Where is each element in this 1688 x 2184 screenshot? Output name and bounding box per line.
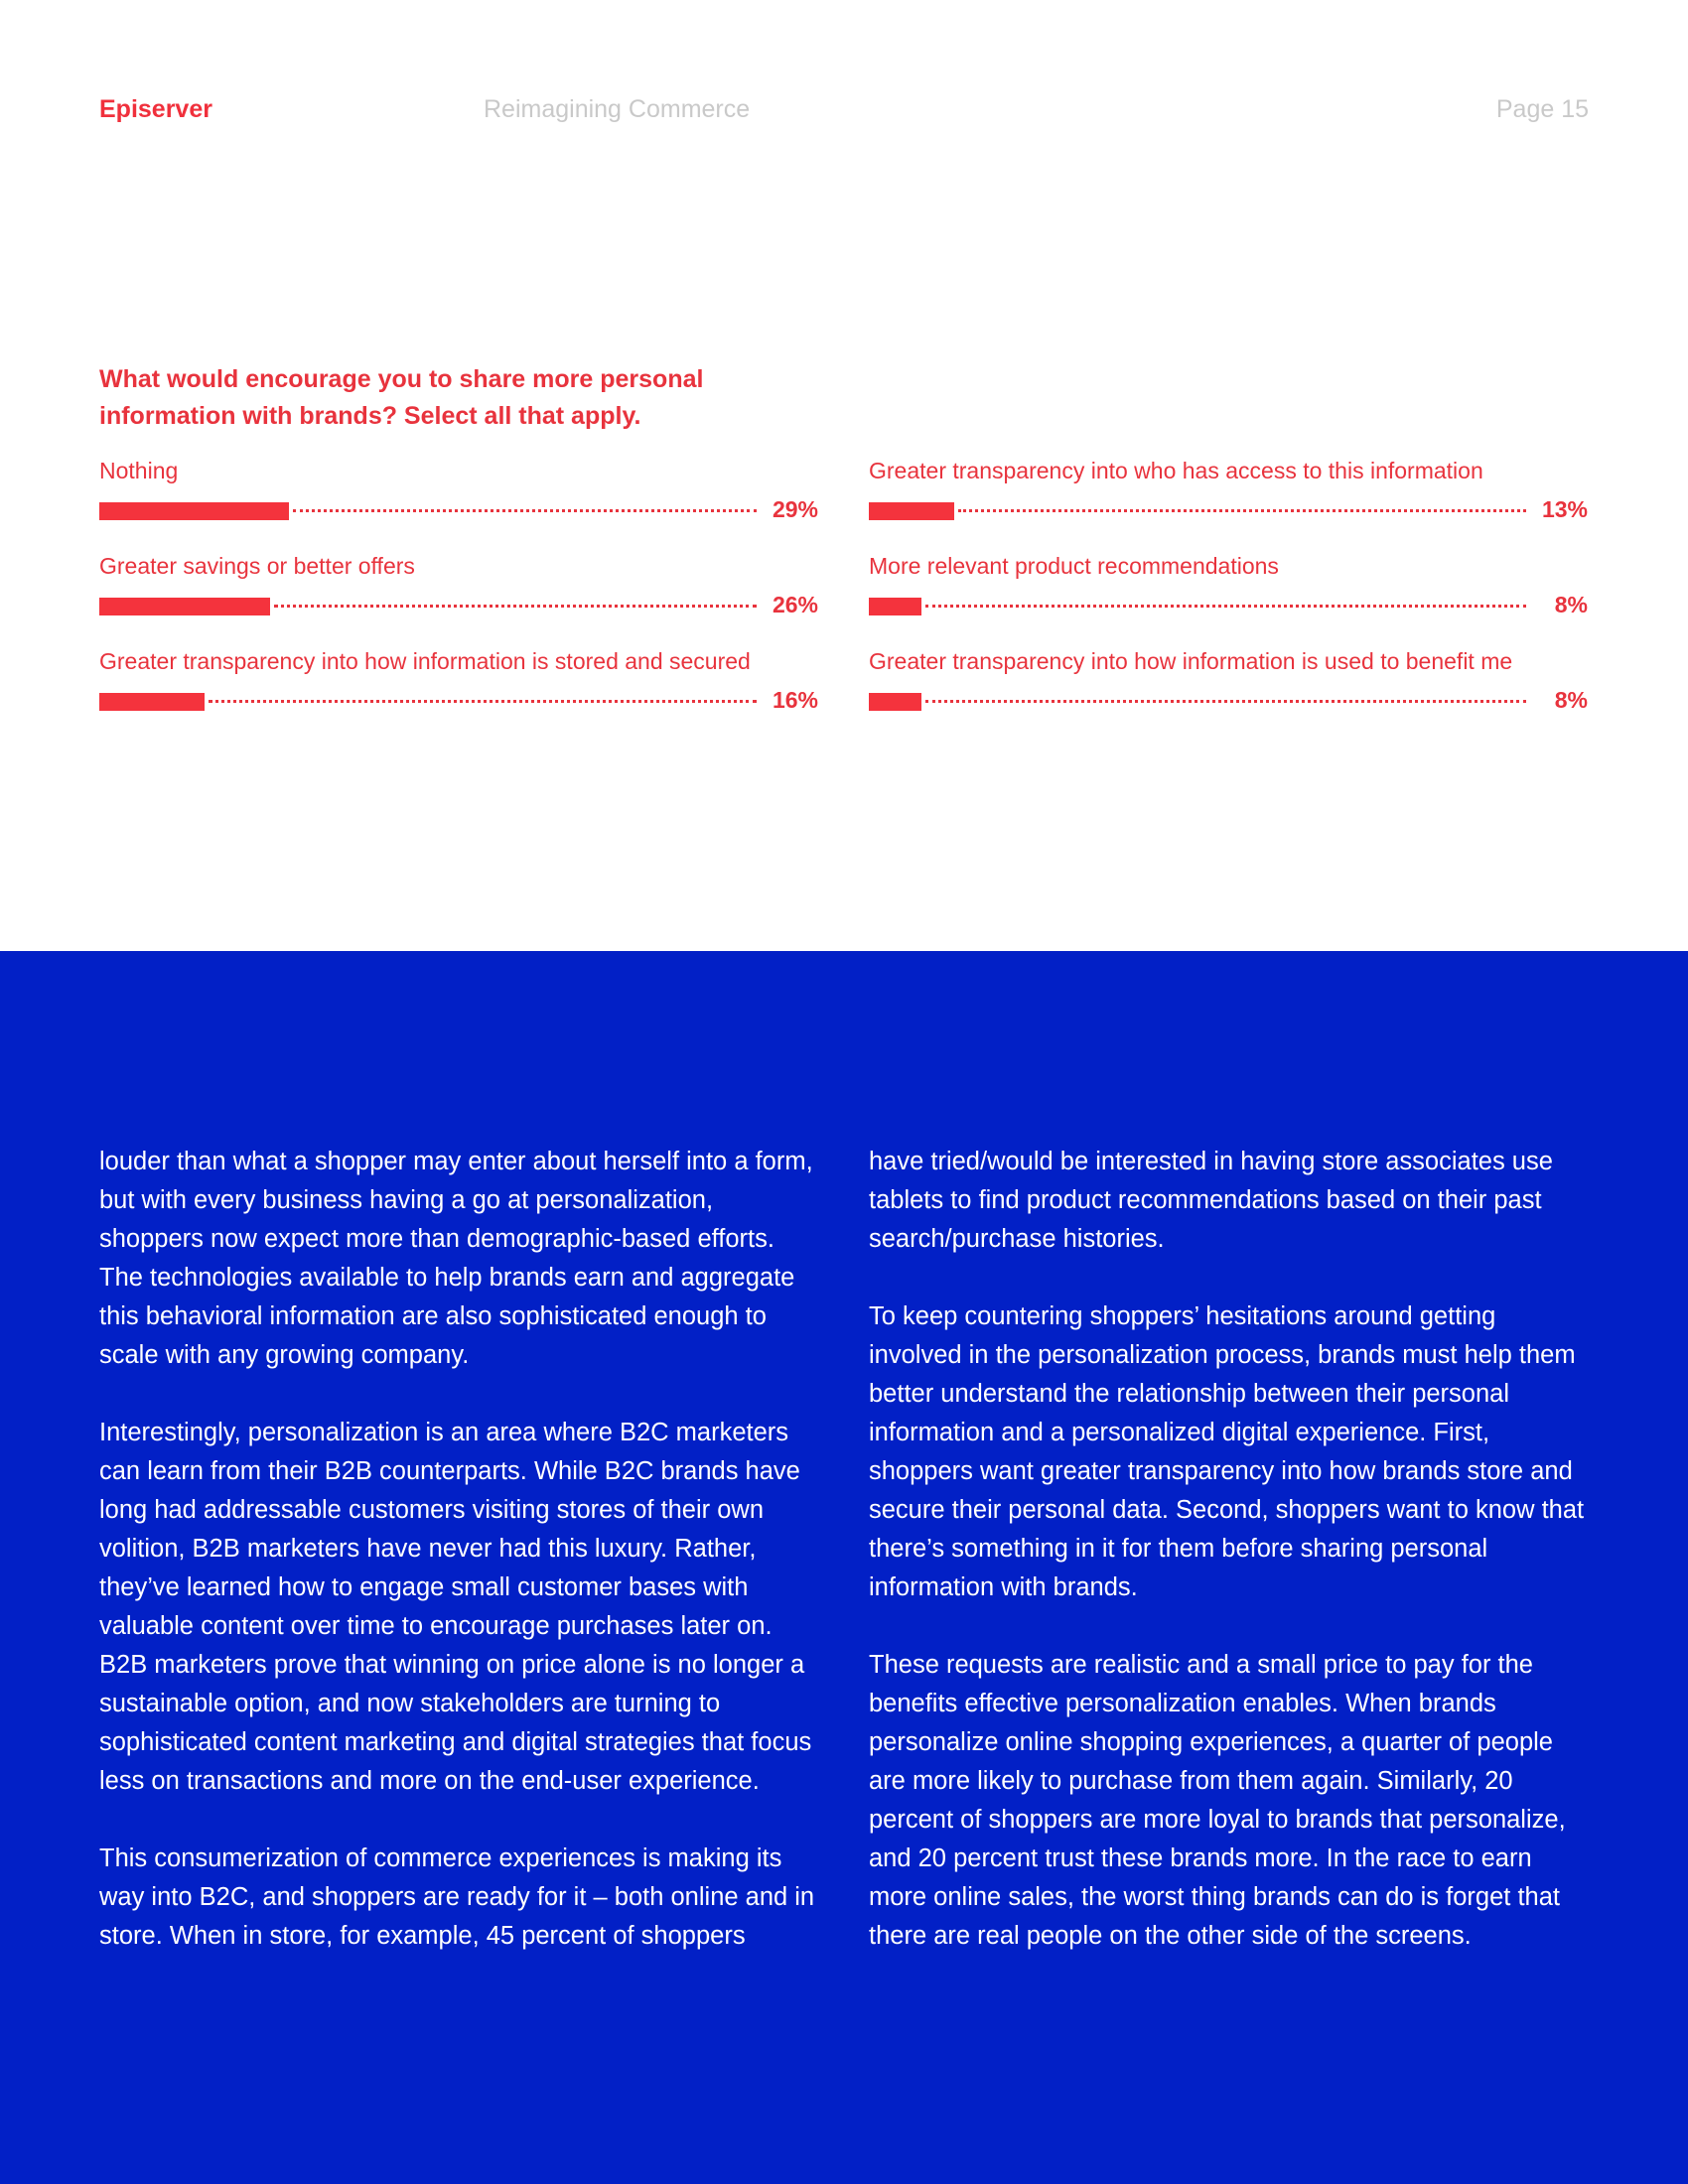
bar: [869, 598, 921, 615]
bar-leader-dots: [925, 605, 1526, 608]
chart-title-line-2: information with brands? Select all that apply.: [99, 402, 641, 430]
bar-track: [869, 502, 1526, 520]
bar-item: [99, 455, 818, 550]
body-paragraph: Interestingly, personalization is an area where B2C marketers can learn from their B2B counterparts. While B2C brands have long had addressable customers visiting stores of their own volition, B2B marketers have never had this luxury. Rather, they’ve learned how to engage small customer bases with valuable content over time to encourage purchases later on. B2B marketers prove that winning on price alone is no longer a sustainable option, and now stakeholders are turning to sophisticated content marketing and digital strategies that focus less on transactions and more on the end-user experience.: [99, 1419, 812, 1795]
chart-title-line-1: What would encourage you to share more personal: [99, 365, 704, 393]
body-text-right-column: [869, 1143, 1592, 1994]
bar-value-label: 26%: [772, 592, 818, 617]
bar-item: [869, 645, 1588, 741]
bar-chart-right-column: [869, 455, 1588, 741]
bar-leader-dots: [209, 700, 757, 703]
bar-label: Greater transparency into how information is used to benefit me: [869, 648, 1513, 674]
bar-track: [99, 598, 757, 615]
body-paragraph: These requests are realistic and a small price to pay for the benefits effective personalization enables. When brands personalize online shopping experiences, a quarter of people are more likely to purchase from them again. Similarly, 20 percent of shoppers are more loyal to brands that personalize, and 20 percent trust these brands more. In the race to earn more online sales, the worst thing brands can do is forget that there are real people on the other side of the screens.: [869, 1651, 1566, 1950]
bar-value-label: 29%: [772, 496, 818, 522]
bar: [869, 693, 921, 711]
bar-track: [869, 598, 1526, 615]
bar-value-label: 16%: [772, 687, 818, 713]
bar-label: More relevant product recommendations: [869, 553, 1279, 579]
bar-value-label: 8%: [1554, 592, 1588, 617]
bar-label: Greater transparency into how information is stored and secured: [99, 648, 751, 674]
bar-leader-dots: [925, 700, 1526, 703]
bar-label: Greater transparency into who has access to this information: [869, 458, 1483, 483]
bar-track: [869, 693, 1526, 711]
body-text-left-column: [99, 1143, 822, 1994]
document-title: Reimagining Commerce: [484, 95, 751, 123]
body-paragraph: This consumerization of commerce experiences is making its way into B2C, and shoppers are ready for it – both online and in store. When in store, for example, 45 percent of shoppers: [99, 1844, 815, 1950]
bar: [99, 598, 270, 615]
bar-track: [99, 693, 757, 711]
bar-leader-dots: [958, 509, 1526, 512]
bar-track: [99, 502, 757, 520]
body-paragraph: To keep countering shoppers’ hesitations around getting involved in the personalization process, brands must help them better understand the relationship between their personal information and a personalized digital experience. First, shoppers want greater transparency into how brands store and secure their personal data. Second, shoppers want to know that there’s something in it for them before sharing personal information with brands.: [869, 1302, 1585, 1601]
page-header: [99, 95, 1589, 131]
body-paragraph: have tried/would be interested in having store associates use tablets to find product recommendations based on their past search/purchase histories.: [869, 1148, 1553, 1253]
body-paragraph: louder than what a shopper may enter about herself into a form, but with every business having a go at personalization, shoppers now expect more than demographic-based efforts. The technologies available to help brands earn and aggregate this behavioral information are also sophisticated enough to scale with any growing company.: [99, 1148, 813, 1369]
bar-leader-dots: [293, 509, 757, 512]
bar-chart-left-column: [99, 455, 818, 741]
bar-label: Greater savings or better offers: [99, 553, 415, 579]
bar-value-label: 13%: [1541, 496, 1588, 522]
bar-item: [869, 550, 1588, 645]
bar: [869, 502, 954, 520]
bar-item: [99, 645, 818, 741]
bar-leader-dots: [274, 605, 757, 608]
page-number: Page 15: [1495, 95, 1589, 123]
bar-item: [99, 550, 818, 645]
bar: [99, 502, 289, 520]
bar-item: [869, 455, 1588, 550]
brand-logo-text: Episerver: [99, 95, 212, 123]
bar-value-label: 8%: [1554, 687, 1588, 713]
chart-title: [99, 361, 794, 435]
bar-label: Nothing: [99, 458, 179, 483]
bar: [99, 693, 205, 711]
